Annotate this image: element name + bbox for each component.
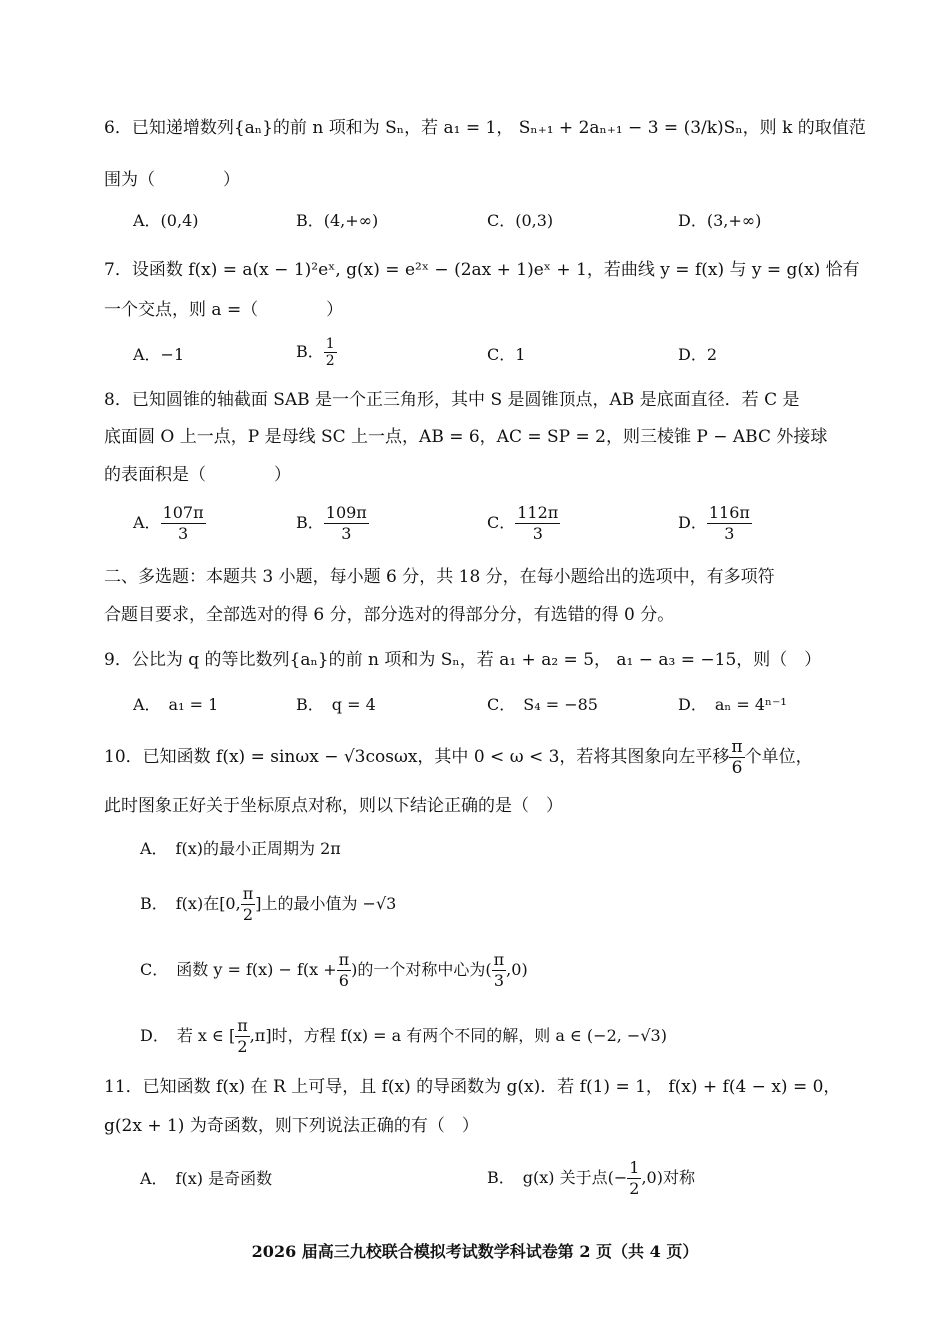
fraction-denominator: 3 (178, 524, 189, 543)
q8-option-b-fraction (324, 503, 369, 544)
q6-option-a: A．(0,4) (133, 211, 199, 230)
q11-option-b-fraction (627, 1158, 641, 1199)
q11-option-b-text-end: ,0)对称 (641, 1168, 695, 1187)
q7-stem-line2: 一个交点，则 a =（ ） (104, 300, 344, 320)
q10-option-c (140, 950, 528, 991)
q9-option-c: C． S₄ = −85 (487, 695, 598, 714)
q10-option-b (140, 884, 396, 925)
q10-option-d-text: D． 若 x ∈ [ (140, 1026, 236, 1045)
q8-option-b (296, 503, 369, 544)
q10-option-c-fraction-1 (337, 950, 352, 991)
q11-option-a: A． f(x) 是奇函数 (140, 1169, 273, 1188)
q10-option-b-text-end: ]上的最小值为 −√3 (255, 894, 397, 913)
fraction-numerator: π (242, 884, 254, 903)
fraction-denominator: 3 (341, 524, 352, 543)
q8-option-d (678, 503, 752, 544)
q10-option-d (140, 1016, 667, 1057)
page-footer: 2026 届高三九校联合模拟考试数学科试卷第 2 页（共 4 页） (251, 1242, 699, 1261)
q6-stem-line2: 围为（ ） (104, 170, 240, 190)
option-label: D． (678, 513, 707, 532)
q9-option-b: B． q = 4 (296, 695, 376, 714)
q10-stem-text: 10．已知函数 f(x) = sinωx − √3cosωx，其中 0 < ω < 3，若将其图象向左平移 (104, 747, 730, 767)
q10-option-a: A． f(x)的最小正周期为 2π (140, 839, 341, 858)
q10-stem-line1 (104, 737, 813, 778)
q10-option-c-text-mid: )的一个对称中心为( (351, 960, 492, 979)
q6-option-d: D．(3,+∞) (678, 211, 762, 230)
q11-option-b-text: B． g(x) 关于点(− (487, 1168, 628, 1187)
fraction-denominator: 3 (493, 971, 504, 990)
q10-option-c-text: C． 函数 y = f(x) − f(x + (140, 960, 337, 979)
fraction-numerator: 1 (325, 336, 335, 352)
q6-option-c: C．(0,3) (487, 211, 554, 230)
q10-option-d-text-end: ,π]时，方程 f(x) = a 有两个不同的解，则 a ∈ (−2, −√3) (249, 1026, 667, 1045)
q6-option-b: B．(4,+∞) (296, 211, 379, 230)
option-label: A． (133, 513, 161, 532)
q8-stem-line1: 8．已知圆锥的轴截面 SAB 是一个正三角形，其中 S 是圆锥顶点，AB 是底面直径．若 C 是 (104, 390, 800, 410)
q10-stem-text-end: 个单位， (744, 747, 813, 767)
fraction-numerator: 1 (629, 1158, 640, 1177)
fraction-denominator: 3 (724, 524, 735, 543)
q10-option-c-text-end: ,0) (506, 960, 528, 979)
q8-option-a (133, 503, 206, 544)
fraction-numerator: 116π (708, 503, 750, 522)
q7-option-b-label: B． (296, 342, 324, 361)
fraction-denominator: 3 (532, 524, 543, 543)
q7-option-a: A．−1 (133, 345, 185, 364)
q8-stem-line3: 的表面积是（ ） (104, 465, 291, 485)
q7-option-b-fraction (324, 336, 337, 369)
fraction-denominator: 6 (731, 758, 743, 778)
section2-heading-line2: 合题目要求，全部选对的得 6 分，部分选对的得部分分，有选错的得 0 分。 (104, 605, 675, 625)
q6-stem-line1: 6．已知递增数列{aₙ}的前 n 项和为 Sₙ，若 a₁ = 1， Sₙ₊₁ + 2aₙ₊₁ − 3 = (3/k)Sₙ，则 k 的取值范 (104, 118, 866, 138)
q9-option-a: A． a₁ = 1 (133, 695, 219, 714)
fraction-denominator: 6 (338, 971, 349, 990)
q8-option-a-fraction (161, 503, 206, 544)
fraction-numerator: π (731, 737, 743, 757)
fraction-denominator: 2 (325, 353, 335, 369)
fraction-denominator: 2 (242, 905, 254, 924)
q10-option-b-text: B． f(x)在[0, (140, 894, 241, 913)
q11-option-b (487, 1158, 695, 1199)
q10-option-b-fraction (241, 884, 256, 925)
fraction-numerator: π (338, 950, 350, 969)
q10-option-d-fraction (235, 1016, 250, 1057)
q8-option-c-fraction (515, 503, 560, 544)
fraction-denominator: 2 (237, 1037, 248, 1056)
fraction-numerator: 112π (517, 503, 559, 522)
q7-option-b (296, 336, 337, 369)
q8-option-c (487, 503, 560, 544)
q9-stem-line1: 9．公比为 q 的等比数列{aₙ}的前 n 项和为 Sₙ，若 a₁ + a₂ = 5， a₁ − a₃ = −15，则（ ） (104, 650, 822, 670)
fraction-numerator: 107π (162, 503, 204, 522)
q7-option-d: D．2 (678, 345, 718, 364)
q11-stem-line2: g(2x + 1) 为奇函数，则下列说法正确的有（ ） (104, 1116, 479, 1136)
q10-stem-line2: 此时图象正好关于坐标原点对称，则以下结论正确的是（ ） (104, 796, 563, 816)
fraction-numerator: 109π (325, 503, 367, 522)
q11-stem-line1: 11．已知函数 f(x) 在 R 上可导，且 f(x) 的导函数为 g(x)．若 f(1) = 1， f(x) + f(4 − x) = 0， (104, 1077, 841, 1097)
q8-stem-line2: 底面圆 O 上一点，P 是母线 SC 上一点，AB = 6，AC = SP = 2，则三棱锥 P − ABC 外接球 (104, 427, 828, 447)
section2-heading-line1: 二、多选题：本题共 3 小题，每小题 6 分，共 18 分，在每小题给出的选项中，有多项符 (104, 567, 775, 587)
q10-option-c-fraction-2 (492, 950, 507, 991)
q7-option-c: C．1 (487, 345, 526, 364)
fraction-numerator: π (237, 1016, 248, 1035)
option-label: C． (487, 513, 516, 532)
q7-stem-line1: 7．设函数 f(x) = a(x − 1)²eˣ, g(x) = e²ˣ − (2ax + 1)eˣ + 1，若曲线 y = f(x) 与 y = g(x) 恰有 (104, 260, 860, 280)
fraction-denominator: 2 (629, 1179, 640, 1198)
fraction-numerator: π (493, 950, 505, 969)
q9-option-d: D． aₙ = 4ⁿ⁻¹ (678, 695, 787, 714)
q8-option-d-fraction (707, 503, 752, 544)
option-label: B． (296, 513, 324, 532)
q10-fraction-pi-6 (729, 737, 744, 778)
